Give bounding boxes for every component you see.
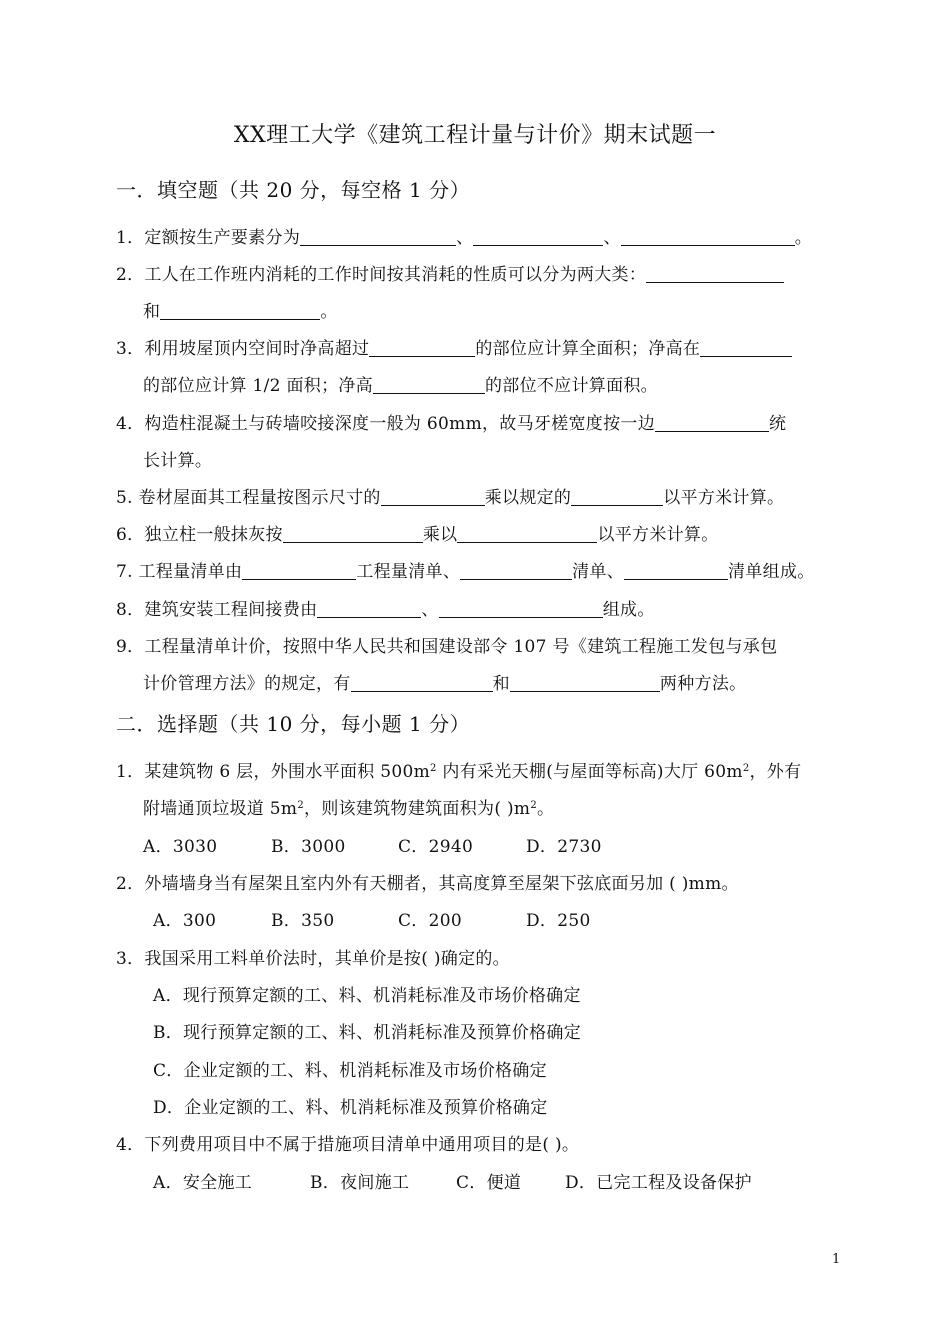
question-1-9: 9．工程量清单计价，按照中华人民共和国建设部令 107 号《建筑工程施工发包与承包 xyxy=(116,637,778,657)
question-1-5: 5. 卷材屋面其工程量按图示尺寸的 乘以规定的 以平方米计算。 xyxy=(116,488,785,508)
option-2-4-d[interactable]: D．已完工程及设备保护 xyxy=(565,1173,752,1193)
question-1-2: 2．工人在工作班内消耗的工作时间按其消耗的性质可以分为两大类： xyxy=(116,260,784,285)
answer-blank[interactable] xyxy=(571,487,663,506)
question-2-3: 3．我国采用工料单价法时，其单价是按( )确定的。 xyxy=(116,949,510,969)
answer-blank[interactable] xyxy=(510,673,660,692)
answer-blank[interactable] xyxy=(655,413,769,432)
answer-blank[interactable] xyxy=(369,338,475,357)
question-1-7: 7. 工程量清单由 工程量清单、 清单、 清单组成。 xyxy=(116,562,815,582)
option-2-2-a[interactable]: A．300 xyxy=(153,911,217,931)
option-2-2-b[interactable]: B．350 xyxy=(271,911,335,931)
answer-blank[interactable] xyxy=(473,227,603,246)
question-1-6: 6．独立柱一般抹灰按 乘以 以平方米计算。 xyxy=(116,525,719,545)
answer-blank[interactable] xyxy=(381,487,485,506)
option-2-3-b[interactable]: B．现行预算定额的工、料、机消耗标准及预算价格确定 xyxy=(153,1023,581,1043)
answer-blank[interactable] xyxy=(283,524,423,543)
option-2-2-d[interactable]: D．250 xyxy=(526,911,591,931)
option-2-4-b[interactable]: B．夜间施工 xyxy=(310,1173,410,1193)
answer-blank[interactable] xyxy=(439,599,603,618)
answer-blank[interactable] xyxy=(646,264,784,283)
option-2-1-c[interactable]: C．2940 xyxy=(398,837,474,857)
question-1-8: 8．建筑安装工程间接费由 、 组成。 xyxy=(116,600,655,620)
section-heading-fill-in: 一．填空题（共 20 分，每空格 1 分） xyxy=(116,178,471,202)
answer-blank[interactable] xyxy=(457,524,597,543)
question-1-3: 3．利用坡屋顶内空间时净高超过 的部位应计算全面积；净高在 xyxy=(116,334,792,359)
question-2-1: 1．某建筑物 6 层，外围水平面积 $500m^2$ 内有采光天棚(与屋面等标高)大厅 $60m^2$，外有 xyxy=(116,762,802,782)
question-1-2-cont: 和 。 xyxy=(143,302,338,322)
option-2-3-c[interactable]: C．企业定额的工、料、机消耗标准及市场价格确定 xyxy=(153,1061,547,1081)
answer-blank[interactable] xyxy=(242,561,356,580)
option-2-1-b[interactable]: B．3000 xyxy=(271,837,346,857)
answer-blank[interactable] xyxy=(373,375,485,394)
question-1-9-cont: 计价管理方法》的规定，有 和 两种方法。 xyxy=(143,674,747,694)
question-1-4-cont: 长计算。 xyxy=(143,451,213,471)
answer-blank[interactable] xyxy=(460,561,572,580)
answer-blank[interactable] xyxy=(351,673,493,692)
question-1-4: 4．构造柱混凝土与砖墙咬接深度一般为 60mm，故马牙槎宽度按一边 统 xyxy=(116,414,787,434)
option-2-4-c[interactable]: C．便道 xyxy=(456,1173,522,1193)
answer-blank[interactable] xyxy=(621,227,795,246)
question-2-2: 2．外墙墙身当有屋架且室内外有天棚者，其高度算至屋架下弦底面另加 ( )mm。 xyxy=(116,874,739,894)
answer-blank[interactable] xyxy=(624,561,728,580)
option-2-2-c[interactable]: C．200 xyxy=(398,911,462,931)
question-1-1: 1．定额按生产要素分为 、 、 。 xyxy=(116,228,813,248)
option-2-3-a[interactable]: A．现行预算定额的工、料、机消耗标准及市场价格确定 xyxy=(153,986,581,1006)
option-2-4-a[interactable]: A．安全施工 xyxy=(153,1173,253,1193)
answer-blank[interactable] xyxy=(700,338,792,357)
answer-blank[interactable] xyxy=(317,599,421,618)
page-number: 1 xyxy=(832,1252,841,1267)
option-2-3-d[interactable]: D．企业定额的工、料、机消耗标准及预算价格确定 xyxy=(153,1098,548,1118)
option-2-1-d[interactable]: D．2730 xyxy=(526,837,602,857)
answer-blank[interactable] xyxy=(160,301,320,320)
section-heading-choice: 二．选择题（共 10 分，每小题 1 分） xyxy=(116,712,471,736)
answer-blank[interactable] xyxy=(300,227,456,246)
option-2-1-a[interactable]: A．3030 xyxy=(143,837,218,857)
question-1-3-cont: 的部位应计算 1/2 面积；净高 的部位不应计算面积。 xyxy=(143,376,658,396)
question-2-4: 4．下列费用项目中不属于措施项目清单中通用项目的是( )。 xyxy=(116,1135,580,1155)
document-title: XX理工大学《建筑工程计量与计价》期末试题一 xyxy=(233,123,717,148)
question-2-1-cont: 附墙通顶垃圾道 $5m^2$，则该建筑物建筑面积为( )$m^2$。 xyxy=(143,799,555,819)
